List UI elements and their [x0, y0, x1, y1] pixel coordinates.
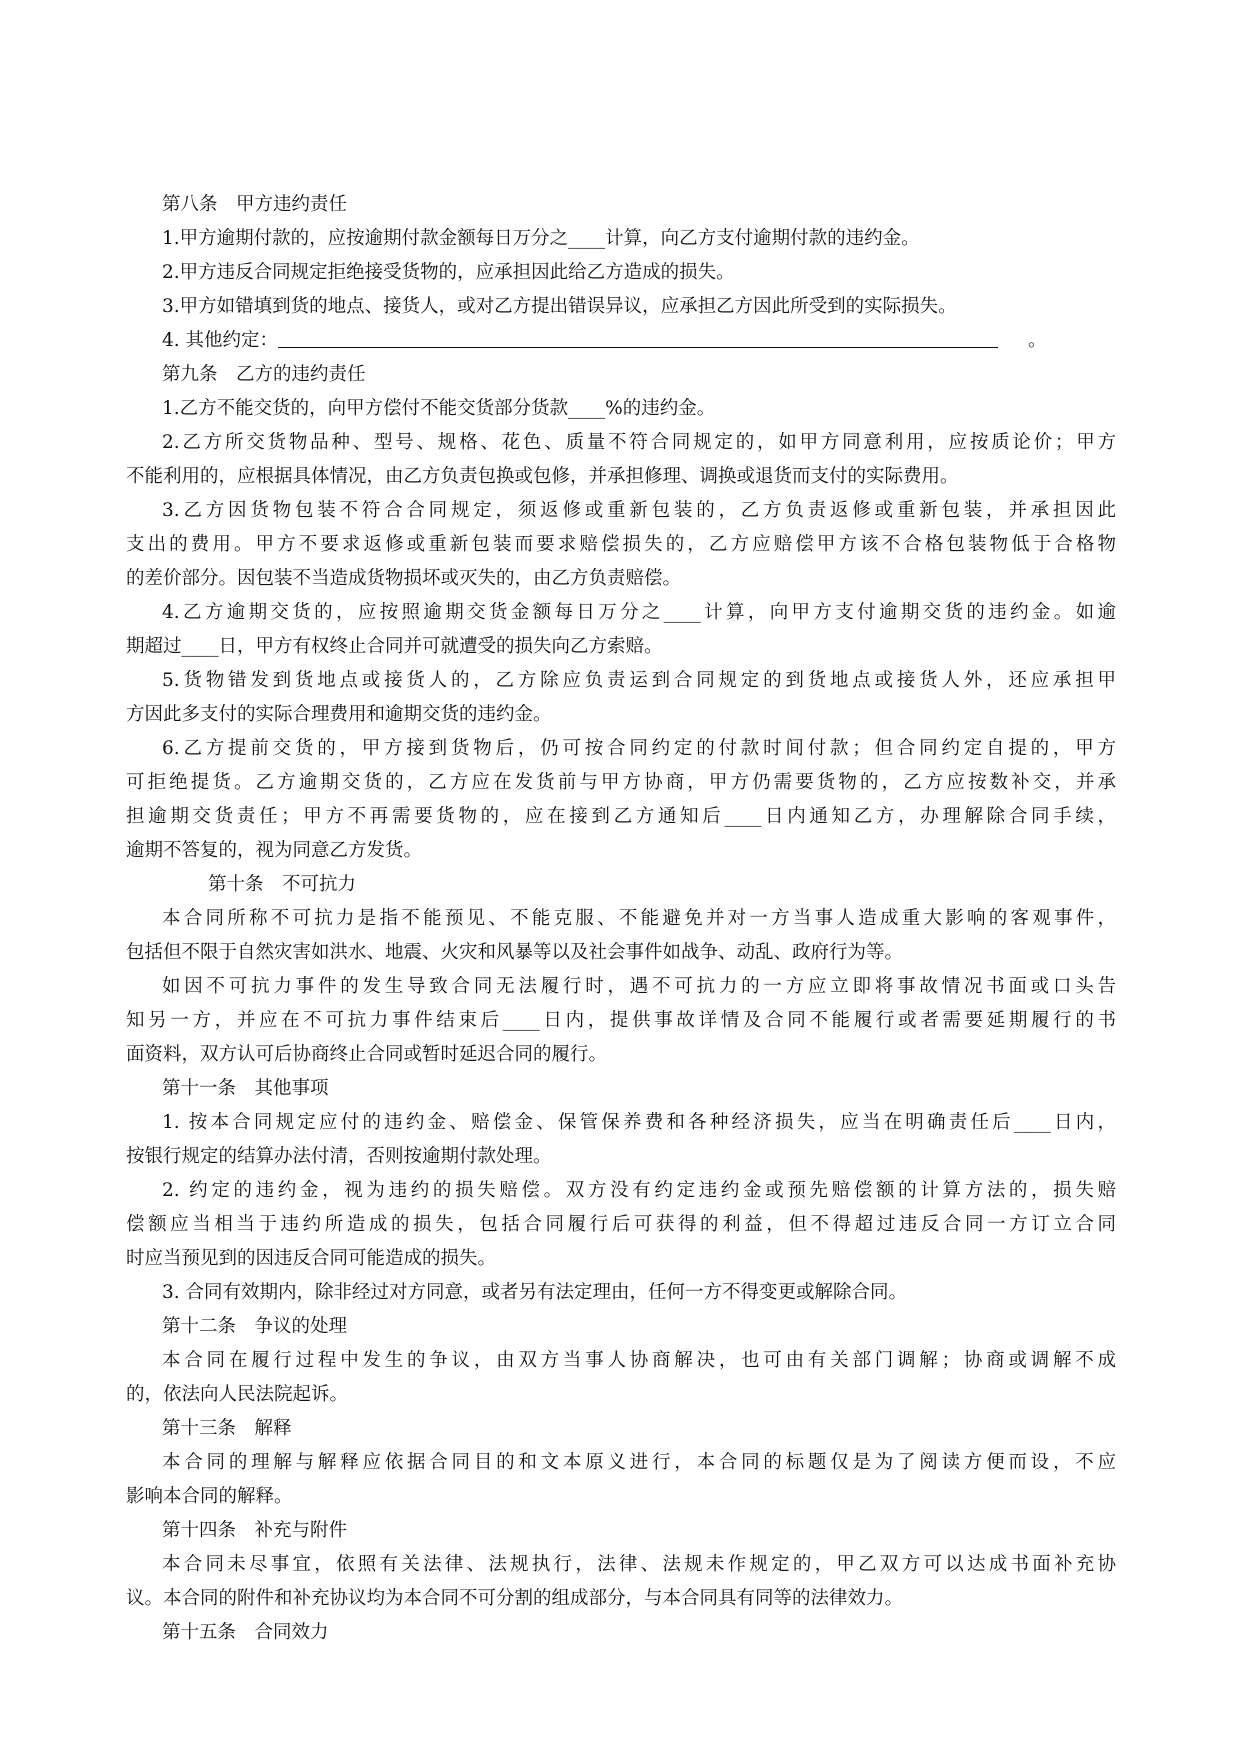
- article-8-clause-2: 2.甲方违反合同规定拒绝接受货物的，应承担因此给乙方造成的损失。: [162, 262, 735, 283]
- clause-4-end: 。: [1028, 330, 1047, 351]
- article-9-clause-5-line-1: 5.货物错发到货地点或接货人的，乙方除应负责运到合同规定的到货地点或接货人外，还应承担甲: [162, 670, 1116, 691]
- article-8-clause-1: 1.甲方逾期付款的，应按逾期付款金额每日万分之____计算，向乙方支付逾期付款的违约金。: [162, 228, 920, 249]
- blank-line: [278, 329, 998, 348]
- article-11-clause-2-line-1: 2. 约定的违约金，视为违约的损失赔偿。双方没有约定违约金或预先赔偿额的计算方法的，损失赔: [162, 1180, 1116, 1201]
- article-11-clause-3: 3. 合同有效期内，除非经过对方同意，或者另有法定理由，任何一方不得变更或解除合同。: [162, 1282, 908, 1303]
- article-9-clause-3-line-3: 的差价部分。因包装不当造成货物损坏或灭失的，由乙方负责赔偿。: [126, 568, 682, 589]
- article-9-clause-2-line-1: 2.乙方所交货物品种、型号、规格、花色、质量不符合同规定的，如甲方同意利用，应按质论价；甲方: [162, 432, 1116, 453]
- article-15-heading: 第十五条 合同效力: [162, 1622, 329, 1643]
- article-9-clause-4-line-2: 期超过____日，甲方有权终止合同并可就遭受的损失向乙方索赔。: [126, 636, 663, 657]
- article-8-heading: 第八条 甲方违约责任: [162, 194, 348, 215]
- article-9-clause-6-line-4: 逾期不答复的，视为同意乙方发货。: [126, 840, 423, 861]
- article-11-clause-1-line-1: 1. 按本合同规定应付的违约金、赔偿金、保管保养费和各种经济损失，应当在明确责任后____日内，: [162, 1112, 1116, 1133]
- article-12-para-line-2: 的，依法向人民法院起诉。: [126, 1384, 349, 1405]
- article-14-para-line-1: 本合同未尽事宜，依照有关法律、法规执行，法律、法规未作规定的，甲乙双方可以达成书面补充协: [162, 1554, 1116, 1575]
- article-11-clause-1-line-2: 按银行规定的结算办法付清，否则按逾期付款处理。: [126, 1146, 552, 1167]
- clause-4-label: 4. 其他约定：: [162, 330, 279, 351]
- article-10-para-1-line-1: 本合同所称不可抗力是指不能预见、不能克服、不能避免并对一方当事人造成重大影响的客观事件，: [162, 908, 1116, 929]
- article-9-clause-6-line-3: 担逾期交货责任；甲方不再需要货物的，应在接到乙方通知后____日内通知乙方，办理解除合同手续，: [126, 806, 1116, 827]
- article-9-clause-2-line-2: 不能利用的，应根据具体情况，由乙方负责包换或包修，并承担修理、调换或退货而支付的实际费用。: [126, 466, 959, 487]
- article-10-para-2-line-2: 知另一方，并应在不可抗力事件结束后____日内，提供事故详情及合同不能履行或者需要延期履行的书: [126, 1010, 1116, 1031]
- article-9-clause-3-line-2: 支出的费用。甲方不要求返修或重新包装而要求赔偿损失的，乙方应赔偿甲方该不合格包装物低于合格物: [126, 534, 1116, 555]
- article-14-para-line-2: 议。本合同的附件和补充协议均为本合同不可分割的组成部分，与本合同具有同等的法律效力。: [126, 1588, 904, 1609]
- article-10-heading: 第十条 不可抗力: [208, 874, 357, 895]
- article-9-clause-4-line-1: 4.乙方逾期交货的，应按照逾期交货金额每日万分之____计算，向甲方支付逾期交货的违约金。如逾: [162, 602, 1116, 623]
- article-9-clause-3-line-1: 3.乙方因货物包装不符合合同规定，须返修或重新包装的，乙方负责返修或重新包装，并承担因此: [162, 500, 1116, 521]
- article-9-clause-5-line-2: 方因此多支付的实际合理费用和逾期交货的违约金。: [126, 704, 552, 725]
- article-11-clause-2-line-3: 时应当预见到的因违反合同可能造成的损失。: [126, 1248, 497, 1269]
- article-9-clause-6-line-2: 可拒绝提货。乙方逾期交货的，乙方应在发货前与甲方协商，甲方仍需要货物的，乙方应按数补交，并承: [126, 772, 1116, 793]
- article-9-heading: 第九条 乙方的违约责任: [162, 364, 366, 385]
- article-10-para-2-line-3: 面资料，双方认可后协商终止合同或暂时延迟合同的履行。: [126, 1044, 608, 1065]
- article-9-clause-6-line-1: 6.乙方提前交货的，甲方接到货物后，仍可按合同约定的付款时间付款；但合同约定自提的，甲方: [162, 738, 1116, 759]
- article-13-para-line-2: 影响本合同的解释。: [126, 1486, 293, 1507]
- article-8-clause-4: [162, 328, 1116, 354]
- article-13-heading: 第十三条 解释: [162, 1418, 292, 1439]
- article-8-clause-3: 3.甲方如错填到货的地点、接货人，或对乙方提出错误异议，应承担乙方因此所受到的实际损失。: [162, 296, 957, 317]
- article-12-para-line-1: 本合同在履行过程中发生的争议，由双方当事人协商解决，也可由有关部门调解；协商或调解不成: [162, 1350, 1116, 1371]
- article-11-heading: 第十一条 其他事项: [162, 1078, 329, 1099]
- article-12-heading: 第十二条 争议的处理: [162, 1316, 348, 1337]
- article-11-clause-2-line-2: 偿额应当相当于违约所造成的损失，包括合同履行后可获得的利益，但不得超过违反合同一方订立合同: [126, 1214, 1116, 1235]
- article-10-para-1-line-2: 包括但不限于自然灾害如洪水、地震、火灾和风暴等以及社会事件如战争、动乱、政府行为等。: [126, 942, 904, 963]
- article-10-para-2-line-1: 如因不可抗力事件的发生导致合同无法履行时，遇不可抗力的一方应立即将事故情况书面或口头告: [162, 976, 1116, 997]
- article-14-heading: 第十四条 补充与附件: [162, 1520, 348, 1541]
- article-13-para-line-1: 本合同的理解与解释应依据合同目的和文本原义进行，本合同的标题仅是为了阅读方便而设，不应: [162, 1452, 1116, 1473]
- article-9-clause-1: 1.乙方不能交货的，向甲方偿付不能交货部分货款____%的违约金。: [162, 398, 716, 419]
